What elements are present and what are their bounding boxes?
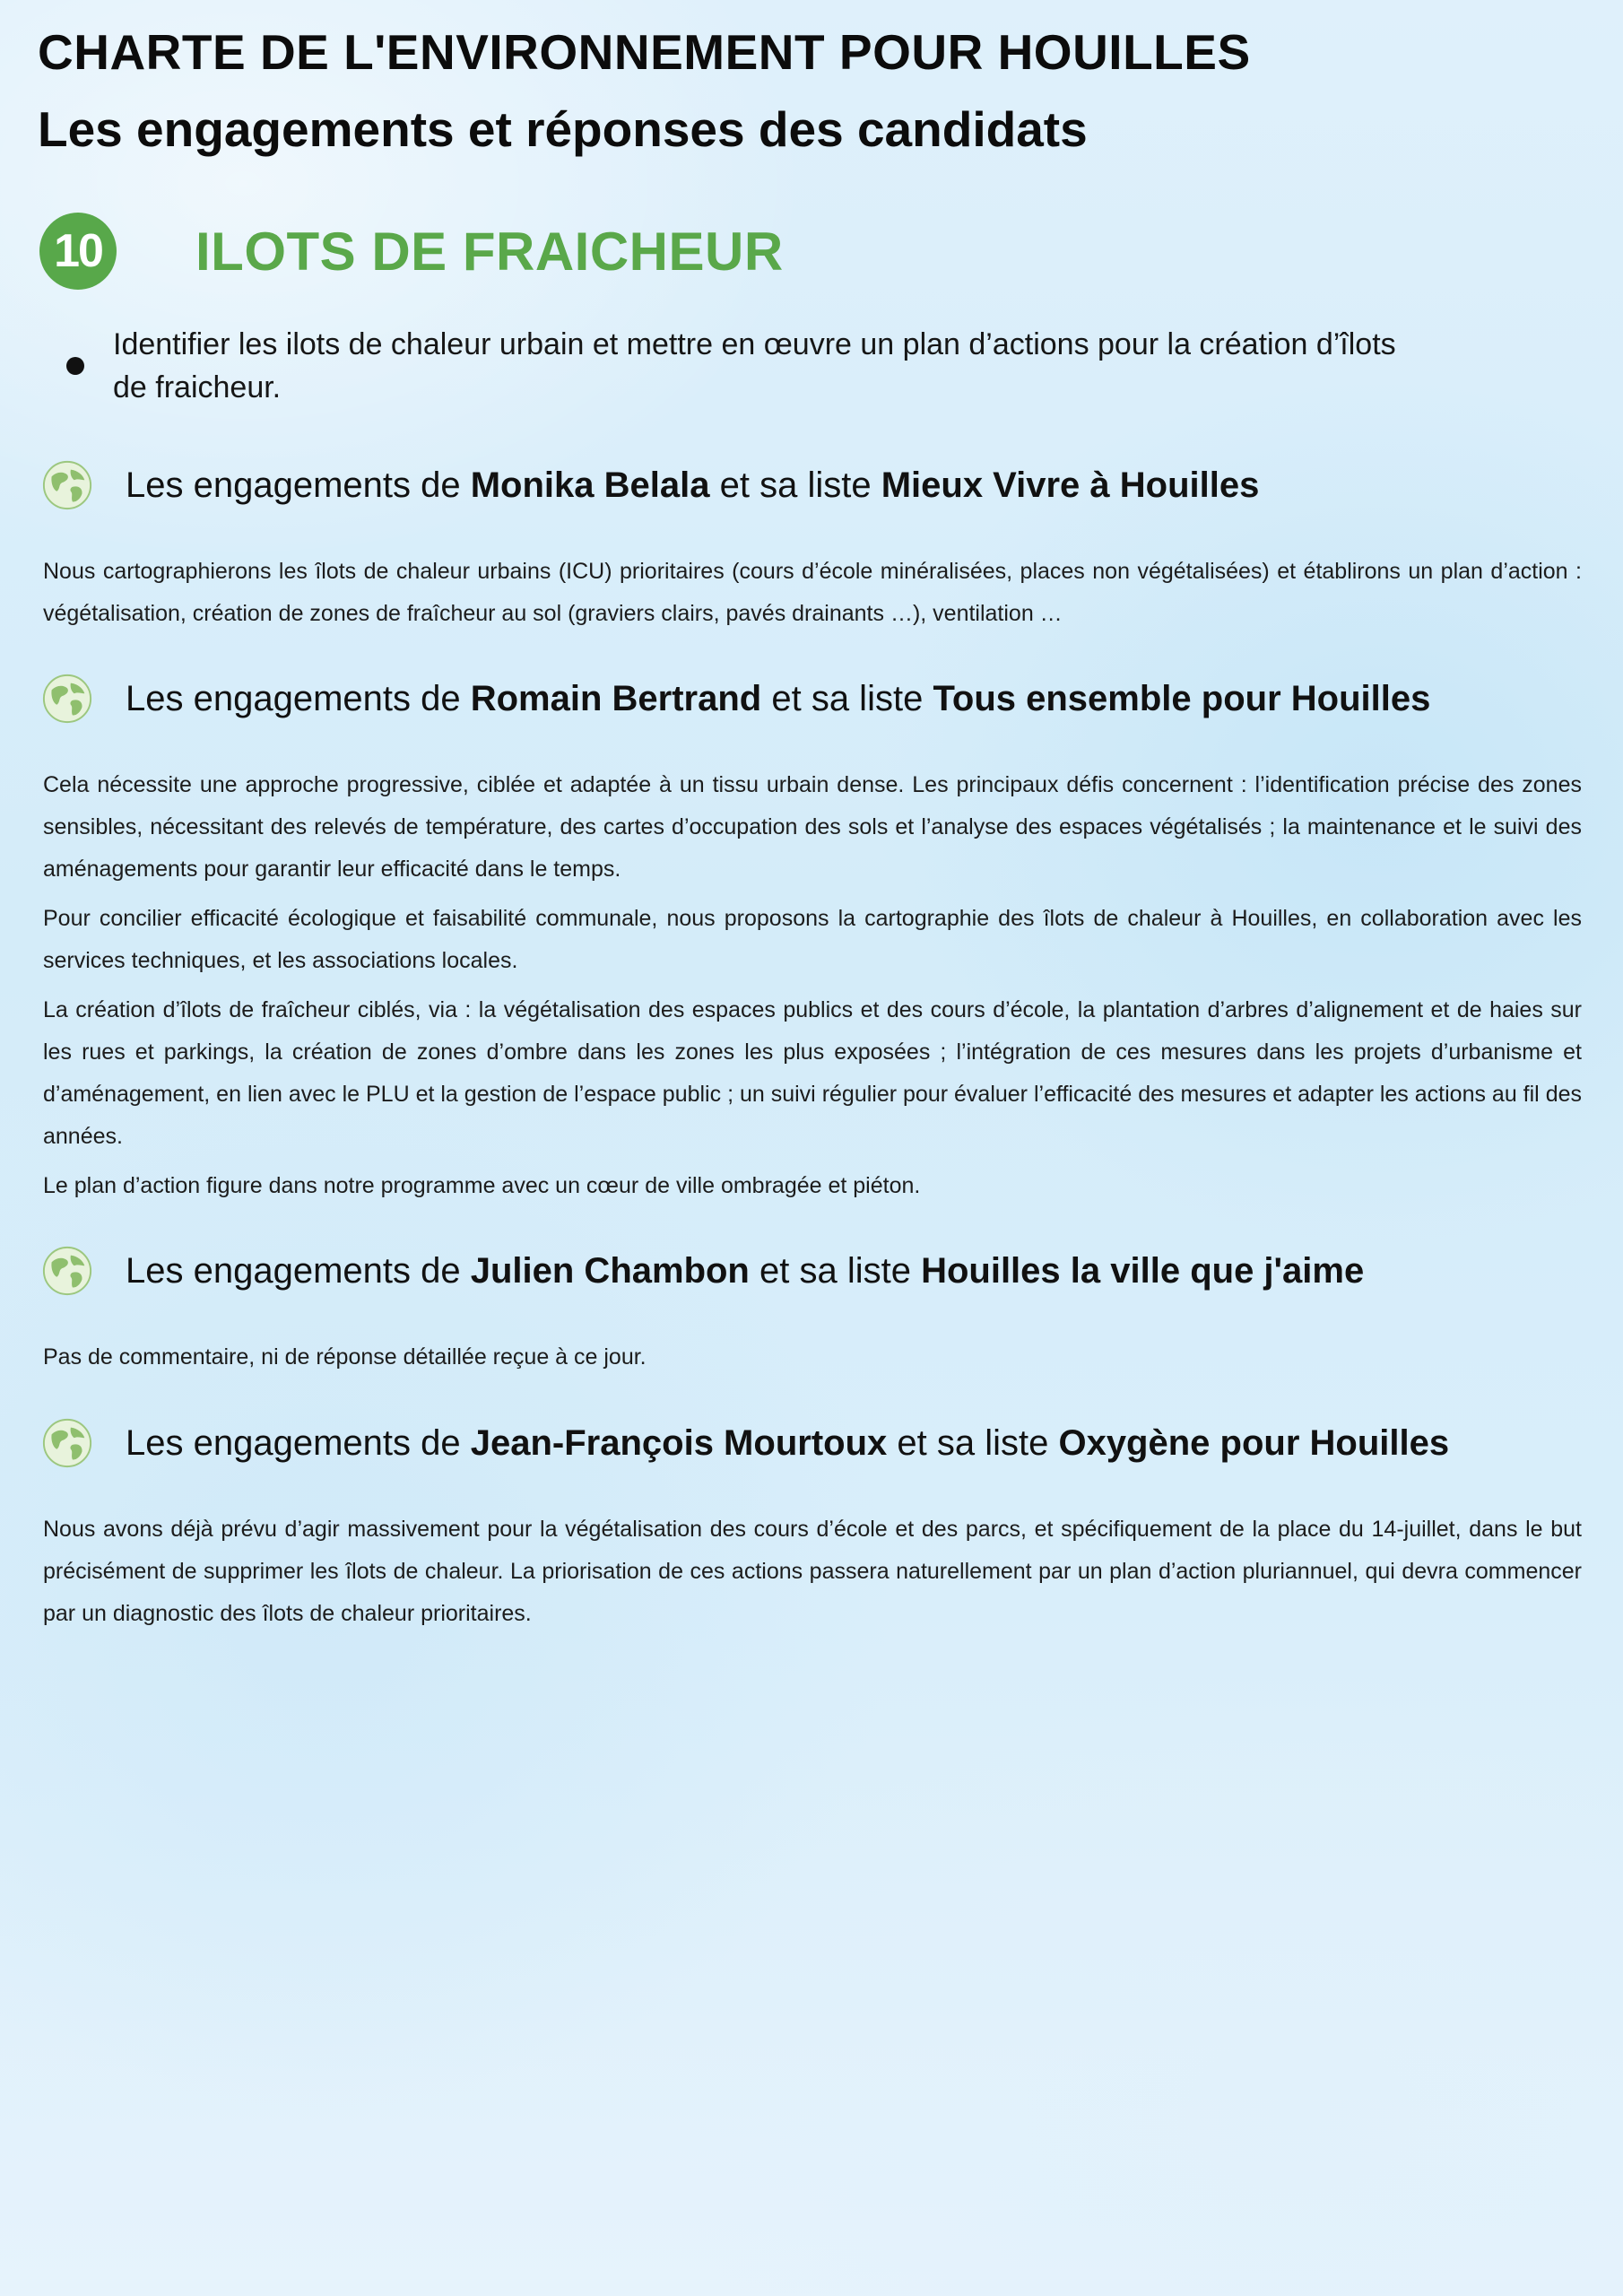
globe-icon bbox=[41, 459, 93, 511]
candidate-prefix: Les engagements de bbox=[126, 1422, 471, 1463]
response-paragraph: La création d’îlots de fraîcheur ciblés, via : la végétalisation des espaces publics et des cours d’école, la plantation d’arbres d’alignement et de haies sur les rues et parkings, la création de zones d’ombre dans les zones les plus exposées ; l’intégration de ces mesures dans les projets d’urbanisme et d’aménagement, en lien avec le PLU et la gestion de l’espace public ; un suivi régulier pour évaluer l’efficacité des mesures et adapter les actions au fil des années. bbox=[43, 997, 1582, 1149]
candidate-list-name: Houilles la ville que j'aime bbox=[921, 1250, 1365, 1291]
globe-icon bbox=[41, 1417, 93, 1469]
globe-icon bbox=[41, 1245, 93, 1297]
section-bullet-text: Identifier les ilots de chaleur urbain et mettre en œuvre un plan d’actions pour la création d’îlots de fraicheur. bbox=[113, 327, 1396, 404]
candidate-list-name: Tous ensemble pour Houilles bbox=[933, 678, 1431, 718]
candidate-middle: et sa liste bbox=[761, 678, 933, 718]
section-title: ILOTS DE FRAICHEUR bbox=[195, 221, 784, 282]
candidate-prefix: Les engagements de bbox=[126, 678, 471, 718]
response-paragraph: Pour concilier efficacité écologique et faisabilité communale, nous proposons la cartographie des îlots de chaleur à Houilles, en collaboration avec les services techniques, et les associations locales. bbox=[43, 906, 1582, 973]
globe-icon bbox=[41, 673, 93, 725]
candidate-heading-3 bbox=[41, 1245, 1364, 1297]
candidate-prefix: Les engagements de bbox=[126, 1250, 471, 1291]
candidate-name: Jean-François Mourtoux bbox=[470, 1422, 888, 1463]
candidate-name: Romain Bertrand bbox=[470, 678, 762, 718]
candidate-middle: et sa liste bbox=[887, 1422, 1059, 1463]
bullet-dot-icon bbox=[66, 357, 84, 375]
candidate-title-3 bbox=[126, 1251, 1364, 1292]
candidate-response-2 bbox=[43, 764, 1582, 1214]
candidate-title-2 bbox=[126, 679, 1430, 719]
document-subtitle: Les engagements et réponses des candidats bbox=[38, 101, 1088, 157]
section-bullet bbox=[66, 323, 1429, 409]
candidate-name: Monika Belala bbox=[470, 465, 710, 505]
response-paragraph: Nous cartographierons les îlots de chaleur urbains (ICU) prioritaires (cours d’école minéralisées, places non végétalisées) et établirons un plan d’action : végétalisation, création de zones de fraîcheur au sol (graviers clairs, pavés drainants …), ventilation … bbox=[43, 559, 1582, 626]
section-header bbox=[39, 213, 784, 290]
response-paragraph: Cela nécessite une approche progressive, ciblée et adaptée à un tissu urbain dense. Les principaux défis concernent : l’identification précise des zones sensibles, nécessitant des relevés de température, des cartes d’occupation des sols et l’analyse des espaces végétalisés ; la maintenance et le suivi des aménagements pour garantir leur efficacité dans le temps. bbox=[43, 772, 1582, 882]
candidate-heading-4 bbox=[41, 1417, 1449, 1469]
candidate-list-name: Mieux Vivre à Houilles bbox=[881, 465, 1260, 505]
response-paragraph: Pas de commentaire, ni de réponse détaillée reçue à ce jour. bbox=[43, 1344, 647, 1370]
response-paragraph: Le plan d’action figure dans notre programme avec un cœur de ville ombragée et piéton. bbox=[43, 1173, 921, 1198]
candidate-response-3 bbox=[43, 1336, 1582, 1386]
candidate-name: Julien Chambon bbox=[470, 1250, 750, 1291]
response-paragraph: Nous avons déjà prévu d’agir massivement pour la végétalisation des cours d’école et des parcs, et spécifiquement de la place du 14-juillet, dans le but précisément de supprimer les îlots de chaleur. La priorisation de ces actions passera naturellement par un plan d’action pluriannuel, qui devra commencer par un diagnostic des îlots de chaleur prioritaires. bbox=[43, 1517, 1582, 1626]
section-number-badge: 10 bbox=[39, 213, 117, 290]
candidate-middle: et sa liste bbox=[749, 1250, 922, 1291]
candidate-heading-1 bbox=[41, 459, 1259, 511]
candidate-list-name: Oxygène pour Houilles bbox=[1058, 1422, 1450, 1463]
candidate-title-4 bbox=[126, 1423, 1449, 1464]
candidate-response-4 bbox=[43, 1509, 1582, 1642]
candidate-response-1 bbox=[43, 551, 1582, 642]
candidate-prefix: Les engagements de bbox=[126, 465, 471, 505]
candidate-heading-2 bbox=[41, 673, 1430, 725]
candidate-middle: et sa liste bbox=[709, 465, 881, 505]
candidate-title-1 bbox=[126, 465, 1259, 506]
document-title: CHARTE DE L'ENVIRONNEMENT POUR HOUILLES bbox=[38, 24, 1251, 80]
